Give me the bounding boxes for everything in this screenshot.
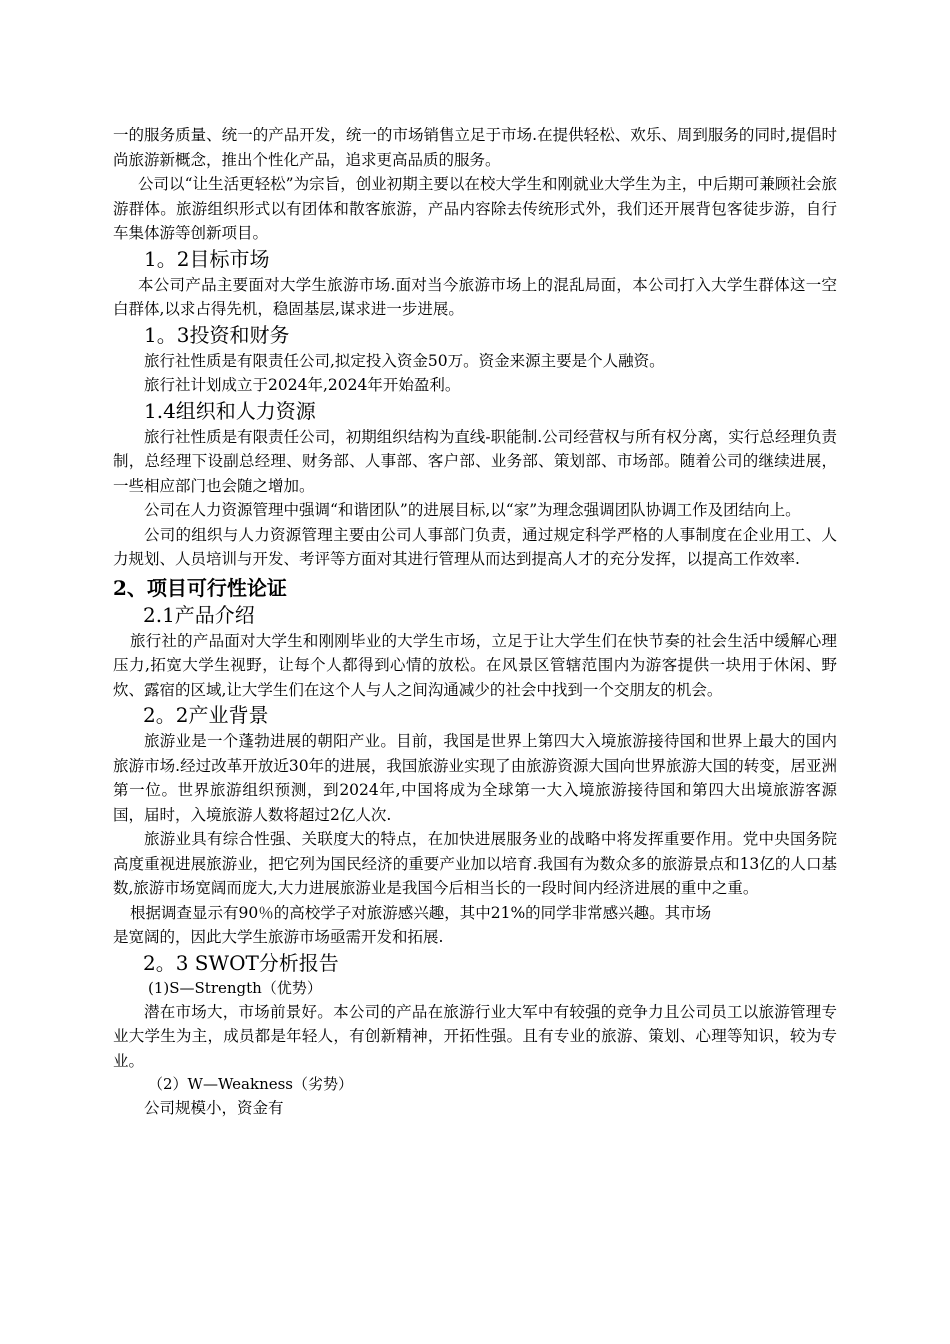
list-item-strength: (1)S—Strength（优势）: [148, 978, 322, 997]
paragraph-industry-2: 旅游业具有综合性强、关联度大的特点，在加快进展服务业的战略中将发挥重要作用。党中央国务院高度重视进展旅游业，把它列为国民经济的重要产业加以培育.我国有为数众多的旅游景点和13亿的人口基数,旅游市场宽阔而庞大,大力进展旅游业是我国今后相当长的一段时间内经济进展的重中之重。: [113, 830, 837, 897]
paragraph-survey-line-1: 根据调查显示有90％的高校学子对旅游感兴趣，其中21%的同学非常感兴趣。其市场: [130, 903, 712, 922]
document-body: [113, 123, 837, 1121]
heading-2-3-swot: 2。3 SWOT分析报告: [143, 950, 339, 975]
paragraph-org-structure: 旅行社性质是有限责任公司，初期组织结构为直线-职能制.公司经营权与所有权分离，实行总经理负责制，总经理下设副总经理、财务部、人事部、客户部、业务部、策划部、市场部。随着公司的继续进展，一些相应部门也会随之增加。: [113, 427, 837, 495]
paragraph-target-market: 本公司产品主要面对大学生旅游市场.面对当今旅游市场上的混乱局面，本公司打入大学生群体这一空白群体,以求占得先机，稳固基层,谋求进一步进展。: [113, 275, 837, 318]
paragraph-mission: 公司以“让生活更轻松”为宗旨，创业初期主要以在校大学生和刚就业大学生为主，中后期可兼顾社会旅游群体。旅游组织形式以有团体和散客旅游，产品内容除去传统形式外，我们还开展背包客徒步游，自行车集体游等创新项目。: [113, 175, 837, 242]
heading-1-4-organization: 1.4组织和人力资源: [144, 398, 316, 423]
paragraph-team: 公司在人力资源管理中强调“和谐团队”的进展目标,以“家”为理念强调团队协调工作及团结向上。: [144, 501, 801, 519]
paragraph-profit-plan: 旅行社计划成立于2024年,2024年开始盈利。: [144, 376, 461, 394]
paragraph-hr: 公司的组织与人力资源管理主要由公司人事部门负责，通过规定科学严格的人事制度在企业用工、人力规划、人员培训与开发、考评等方面对其进行管理从而达到提高人才的充分发挥，以提高工作效率.: [113, 525, 837, 568]
paragraph-service: 一的服务质量、统一的产品开发，统一的市场销售立足于市场.在提供轻松、欢乐、周到服务的同时,提倡时尚旅游新概念，推出个性化产品，追求更高品质的服务。: [113, 126, 837, 169]
heading-1-3-investment: 1。3投资和财务: [144, 322, 290, 347]
heading-1-2-target-market: 1。2目标市场: [144, 246, 270, 271]
paragraph-investment: 旅行社性质是有限责任公司,拟定投入资金50万。资金来源主要是个人融资。: [144, 351, 665, 370]
paragraph-industry-1: 旅游业是一个蓬勃进展的朝阳产业。目前，我国是世界上第四大入境旅游接待国和世界上最大的国内旅游市场.经过改革开放近30年的进展，我国旅游业实现了由旅游资源大国向世界旅游大国的转变，居亚洲第一位。世界旅游组织预测，到2024年,中国将成为全球第一大入境旅游接待国和第四大出境旅游客源国，届时，入境旅游人数将超过2亿人次.: [113, 732, 837, 824]
list-item-weakness: （2）W—Weakness（劣势）: [148, 1075, 353, 1093]
heading-2-1-product: 2.1产品介绍: [143, 602, 255, 627]
paragraph-survey-line-2: 是宽阔的，因此大学生旅游市场亟需开发和拓展.: [113, 928, 444, 946]
heading-2-feasibility: 2、项目可行性论证: [113, 575, 287, 600]
paragraph-strength: 潜在市场大，市场前景好。本公司的产品在旅游行业大军中有较强的竞争力且公司员工以旅游管理专业大学生为主，成员都是年轻人，有创新精神，开拓性强。且有专业的旅游、策划、心理等知识，较为专业。: [113, 1002, 837, 1070]
paragraph-weakness: 公司规模小，资金有: [144, 1099, 284, 1117]
paragraph-product: 旅行社的产品面对大学生和刚刚毕业的大学生市场，立足于让大学生们在快节奏的社会生活中缓解心理压力,拓宽大学生视野，让每个人都得到心情的放松。在风景区管辖范围内为游客提供一块用于休闲、野炊、露宿的区域,让大学生们在这个人与人之间沟通减少的社会中找到一个交朋友的机会。: [113, 631, 837, 699]
heading-2-2-industry: 2。2产业背景: [143, 703, 269, 727]
